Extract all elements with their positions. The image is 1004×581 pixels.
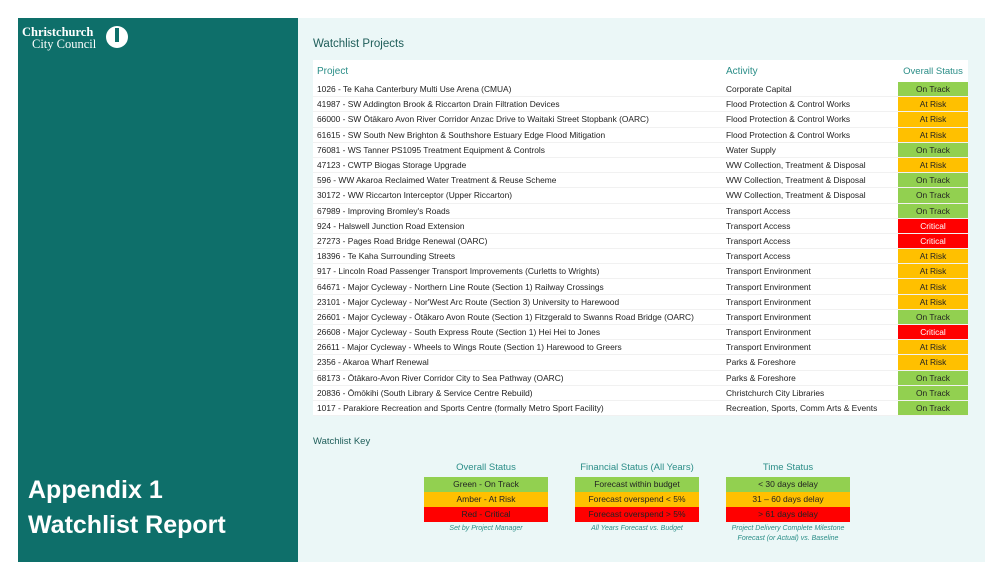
- table-row: [313, 325, 968, 340]
- status-badge: On Track: [898, 204, 968, 218]
- status-badge: At Risk: [898, 279, 968, 293]
- project-name: 61615 - SW South New Brighton & Southshore Estuary Edge Flood Mitigation: [317, 129, 606, 140]
- table-row: [313, 173, 968, 188]
- activity: Transport Environment: [726, 266, 811, 277]
- watchlist-heading: Watchlist Projects: [313, 38, 404, 50]
- table-header: [313, 60, 968, 82]
- key-item: Forecast overspend < 5%: [575, 492, 699, 507]
- col-activity: Activity: [726, 65, 758, 77]
- project-name: 23101 - Major Cycleway - Nor'West Arc Route (Section 3) University to Harewood: [317, 296, 620, 307]
- activity: Flood Protection & Control Works: [726, 129, 851, 140]
- table-row: [313, 279, 968, 294]
- status-badge: On Track: [898, 371, 968, 385]
- key-item: Forecast within budget: [575, 477, 699, 492]
- activity: Flood Protection & Control Works: [726, 99, 851, 110]
- activity: Transport Access: [726, 251, 791, 262]
- status-badge: At Risk: [898, 249, 968, 263]
- col-project: Project: [317, 65, 349, 77]
- table-row: [313, 112, 968, 127]
- activity: WW Collection, Treatment & Disposal: [726, 190, 866, 201]
- activity: Water Supply: [726, 144, 776, 155]
- key-item: > 61 days delay: [726, 507, 850, 522]
- project-name: 68173 - Ōtākaro-Avon River Corridor City to Sea Pathway (OARC): [317, 372, 564, 383]
- project-name: 47123 - CWTP Biogas Storage Upgrade: [317, 160, 467, 171]
- activity: Flood Protection & Control Works: [726, 114, 851, 125]
- activity: Corporate Capital: [726, 84, 792, 95]
- project-name: 596 - WW Akaroa Reclaimed Water Treatment & Reuse Scheme: [317, 175, 557, 186]
- status-badge: At Risk: [898, 264, 968, 278]
- report-title: [28, 473, 226, 543]
- status-badge: On Track: [898, 310, 968, 324]
- key-note: Project Delivery Complete Milestone Forecast (or Actual) vs. Baseline: [731, 525, 845, 542]
- status-badge: On Track: [898, 401, 968, 415]
- status-badge: On Track: [898, 188, 968, 202]
- activity: Transport Environment: [726, 327, 811, 338]
- status-badge: Critical: [898, 219, 968, 233]
- project-name: 26611 - Major Cycleway - Wheels to Wings Route (Section 1) Harewood to Greers: [317, 342, 622, 353]
- project-name: 2356 - Akaroa Wharf Renewal: [317, 357, 429, 368]
- table-row: [313, 97, 968, 112]
- activity: Transport Access: [726, 235, 791, 246]
- col-status: Overall Status: [903, 65, 963, 77]
- status-badge: At Risk: [898, 355, 968, 369]
- table-row: [313, 204, 968, 219]
- status-badge: At Risk: [898, 128, 968, 142]
- title-panel: [18, 18, 298, 562]
- activity: Transport Access: [726, 220, 791, 231]
- status-badge: At Risk: [898, 340, 968, 354]
- activity: Transport Access: [726, 205, 791, 216]
- status-badge: On Track: [898, 143, 968, 157]
- key-group: [575, 462, 699, 534]
- title-line1: Appendix 1: [28, 476, 163, 504]
- content-panel: [298, 18, 985, 562]
- table-row: [313, 386, 968, 401]
- activity: Christchurch City Libraries: [726, 387, 825, 398]
- watchlist-table: [313, 60, 968, 416]
- project-name: 1026 - Te Kaha Canterbury Multi Use Arena (CMUA): [317, 84, 512, 95]
- project-name: 76081 - WS Tanner PS1095 Treatment Equipment & Controls: [317, 144, 545, 155]
- status-badge: Critical: [898, 325, 968, 339]
- logo-line2: City Council: [32, 37, 97, 51]
- status-badge: Critical: [898, 234, 968, 248]
- table-row: [313, 371, 968, 386]
- key-item: Forecast overspend > 5%: [575, 507, 699, 522]
- activity: Transport Environment: [726, 342, 811, 353]
- table-row: [313, 158, 968, 173]
- table-row: [313, 355, 968, 370]
- project-name: 41987 - SW Addington Brook & Riccarton Drain Filtration Devices: [317, 99, 560, 110]
- key-item: 31 – 60 days delay: [726, 492, 850, 507]
- table-row: [313, 128, 968, 143]
- table-row: [313, 310, 968, 325]
- table-row: [313, 401, 968, 416]
- status-badge: On Track: [898, 82, 968, 96]
- key-title: Overall Status: [456, 462, 516, 473]
- project-name: 917 - Lincoln Road Passenger Transport Improvements (Curletts to Wrights): [317, 266, 600, 277]
- activity: Transport Environment: [726, 311, 811, 322]
- project-name: 924 - Halswell Junction Road Extension: [317, 220, 465, 231]
- activity: Transport Environment: [726, 296, 811, 307]
- table-row: [313, 234, 968, 249]
- key-group: [726, 462, 850, 544]
- project-name: 67989 - Improving Bromley's Roads: [317, 205, 450, 216]
- activity: Parks & Foreshore: [726, 357, 796, 368]
- key-item: < 30 days delay: [726, 477, 850, 492]
- key-item: Red - Critical: [424, 507, 548, 522]
- project-name: 66000 - SW Ōtākaro Avon River Corridor Anzac Drive to Waitaki Street Stopbank (OARC): [317, 114, 649, 125]
- status-badge: At Risk: [898, 295, 968, 309]
- activity: WW Collection, Treatment & Disposal: [726, 175, 866, 186]
- table-row: [313, 82, 968, 97]
- status-badge: On Track: [898, 173, 968, 187]
- project-name: 27273 - Pages Road Bridge Renewal (OARC): [317, 235, 488, 246]
- key-note: All Years Forecast vs. Budget: [591, 525, 683, 532]
- status-badge: At Risk: [898, 97, 968, 111]
- activity: Parks & Foreshore: [726, 372, 796, 383]
- key-item: Green - On Track: [424, 477, 548, 492]
- table-row: [313, 340, 968, 355]
- activity: Transport Environment: [726, 281, 811, 292]
- key-heading: Watchlist Key: [313, 436, 371, 447]
- project-name: 64671 - Major Cycleway - Northern Line Route (Section 1) Railway Crossings: [317, 281, 604, 292]
- table-row: [313, 188, 968, 203]
- logo-line1: Christchurch: [22, 25, 94, 39]
- status-badge: On Track: [898, 386, 968, 400]
- status-badge: At Risk: [898, 158, 968, 172]
- project-name: 30172 - WW Riccarton Interceptor (Upper Riccarton): [317, 190, 513, 201]
- council-logo: [22, 26, 96, 50]
- table-row: [313, 249, 968, 264]
- table-row: [313, 264, 968, 279]
- key-note: Set by Project Manager: [449, 525, 523, 532]
- cathedral-logo-icon: [106, 26, 128, 48]
- project-name: 26608 - Major Cycleway - South Express Route (Section 1) Hei Hei to Jones: [317, 327, 601, 338]
- key-title: Time Status: [762, 462, 814, 473]
- title-line2: Watchlist Report: [28, 511, 226, 539]
- table-row: [313, 219, 968, 234]
- table-row: [313, 143, 968, 158]
- activity: Recreation, Sports, Comm Arts & Events: [726, 403, 878, 414]
- activity: WW Collection, Treatment & Disposal: [726, 160, 866, 171]
- project-name: 26601 - Major Cycleway - Ōtākaro Avon Route (Section 1) Fitzgerald to Swanns Road Bridge (OARC): [317, 311, 694, 322]
- project-name: 1017 - Parakiore Recreation and Sports Centre (formally Metro Sport Facility): [317, 403, 604, 414]
- key-title: Financial Status (All Years): [580, 462, 694, 473]
- status-badge: At Risk: [898, 112, 968, 126]
- key-group: [424, 462, 548, 534]
- project-name: 20836 - Ōmōkihi (South Library & Service Centre Rebuild): [317, 387, 533, 398]
- key-item: Amber - At Risk: [424, 492, 548, 507]
- project-name: 18396 - Te Kaha Surrounding Streets: [317, 251, 456, 262]
- table-row: [313, 295, 968, 310]
